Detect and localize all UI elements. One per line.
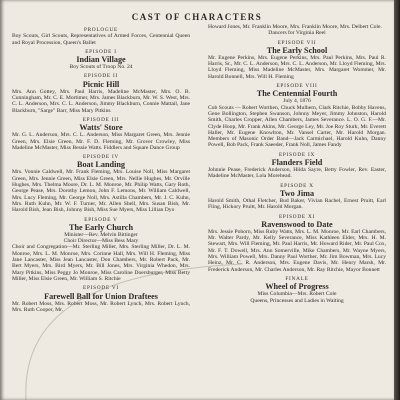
episode-title: Flanders Field bbox=[271, 158, 323, 168]
episode-title: Picnic Hill bbox=[82, 79, 120, 89]
cast-list: Johnnie Pease, Frederick Anderson, Hilda Sayre, Betty Fowler, Rev. Easter, Madeline McMaster, Lola Morehead. bbox=[208, 167, 386, 180]
episode-title: Ravenswood to Date bbox=[261, 219, 333, 229]
episode-title: Farewell Ball for Union Draftees bbox=[44, 291, 158, 301]
episode-title: The Early School bbox=[266, 45, 328, 55]
episode-label: FINALE bbox=[285, 275, 309, 282]
cast-list: Choir and Congregation—Mr. Sterling Miller, Mrs. Sterling Miller, Dr. L. M. Monroe, Mrs. L. M. Monroe, Mrs. Corinne Hall, Mrs. Will H. Fleming, Miss Jane Lancaster, Miss Jean Lancaster, Don Chambers, Mr. Robert Pack, Mr. Bert Myers, Mrs. Bird Myers, Mr. Bill Jones, Mrs. Virginia Whedon, Mrs. Mary Pitkins, Miss Peggy Jo Monroe, Miss Caroline Doersburger, Miss Betty Miller, Miss Elsie Green, Mr. William S. Ritchie bbox=[12, 244, 190, 282]
cast-list: Mr. Robert Moss, Mrs. Robert Moss, Mr. Robert Lynch, Mrs. Robert Lynch, Mrs. Ruth Cooper, Mr. bbox=[12, 300, 190, 313]
episode-title: Indian Village bbox=[76, 55, 126, 65]
episode-subtitle: Choir Director—Miss Bess Mary bbox=[63, 238, 139, 245]
episode-title: Wheel of Progress bbox=[265, 282, 329, 292]
book-spine bbox=[394, 0, 400, 400]
episode-subtitle: Boy Scouts of Troop No. 24 bbox=[69, 64, 133, 71]
episode-title: The Centennial Fourth bbox=[256, 89, 338, 99]
episode-label: PROLOGUE bbox=[83, 27, 119, 33]
cast-list: Cub Scouts — Robert Worthen, Chuck Mulhern, Clark Ritchie, Bobby Havens, Gene Bollington, Stephen Swanson, Johnny Meyer, Jimmy Johnston, Harold Smith, Charles Cropper, Allen Chambers, James Severance. L. O. G. F.—Mr. Clyde Hoop, Mr. Frank Akins, Mr. George Ley, Mr. Joe Roy Sturk, Mr. Everett Haller, Mr. Eugene Knowlton, Mr. Vansel Carter, Mr. Harold Morgan. Members of Masonic Order Band—Jack Carmichael, Harold Kuhn, Danny Powell, Bob Pack, Frank Saeeder, Frank Noll, James Fandy bbox=[208, 104, 386, 149]
left-column bbox=[12, 24, 190, 313]
cast-list: Mr. Eugene Perkins, Mrs. Eugene Perkins, Mrs. Paul Perkins, Mrs. Paul R. Harris, Sr., Mr. C. L. Anderson, Mrs. C. L. Anderson, Mr. Lloyd Fleming, Mrs. Lloyd Fleming, Miss Madeline McMaster, Mrs. Margaret Wommer, Mr. Harold Bonnell, Mrs. Will H. Fleming bbox=[208, 54, 386, 80]
right-column bbox=[208, 24, 386, 304]
cast-list: Harold Smith, Othal Fletcher, Bud Baker, Vivian Rachel, Ernest Pruitt, Earl Fling, Hickory Pruitt, Mr. Harold Morgan. bbox=[208, 197, 386, 211]
episode-subtitle: Miss Columbia—Mrs. Robert Cole bbox=[257, 291, 337, 298]
episode-label: EPISODE VI bbox=[82, 285, 119, 292]
episode-label: EPISODE VII bbox=[277, 39, 317, 46]
episode-title: Boat Landing bbox=[76, 160, 125, 170]
episode-label: EPISODE III bbox=[82, 116, 120, 123]
cast-list: Dancers for Virginia Reel bbox=[268, 30, 326, 37]
episode-label: EPISODE XI bbox=[278, 213, 316, 220]
episode-label: EPISODE X bbox=[280, 182, 314, 189]
episode-subtitle: July 4, 1876 bbox=[283, 98, 311, 105]
episode-label: EPISODE IV bbox=[82, 154, 120, 161]
cast-list: Boy Scouts, Girl Scouts, Representatives of Armed Forces, Centennial Queen and Royal Procession, Queen's Ballet bbox=[12, 33, 190, 46]
episode-subtitle: Minister—Rev. Melvin Bittinger bbox=[64, 231, 138, 238]
episode-label: EPISODE V bbox=[84, 216, 118, 223]
cast-list: Howard Jones, Mr. Franklin Moore, Mrs. Franklin Moore, Mrs. Delbert Cole. bbox=[208, 24, 382, 30]
episode-title: The Early Church bbox=[69, 222, 133, 232]
cast-list: Mrs. Ann Gottey, Mrs. Paul Harris, Madeline McMaster, Mrs. O. B. Cunningham, Mr. C. E. Mortimer, Mrs. James Blackburn, Mr. W. S. West, Mrs. C. L. Anderson, Mrs. C. L. Anderson, Jimmy Blackburn, Connie Mattail, Jane Blackburn, "Sarge" Barr, Miss Mary Pitkins bbox=[12, 88, 190, 114]
episode-label: EPISODE II bbox=[83, 73, 119, 80]
cast-list: Mrs. Jessie Pohorn, Miss Ruby Watts, Mrs. L. M. Monroe, Mr. Earl Chambers, Mr. Walter Pardy, Mr. Kelly Severance, Miss Kathleen Elder, Mrs. H. M. Stewart, Mrs. Will Fleming, Mr. Paul Harris, Mr. Howard Rider, Mr. Paul Cox, Mr. F. T. Dowell, Mrs. Ann Somerville, Mike Chambers, Mr. Wayne Myers, Mrs. William Powell, Mrs. Danny Paul Worther, Mr. Jim Bowman, Mrs. Lucy Heinz, Mr. C. R. Anderson, Mrs. Eugene Davis, Mr. Henry Marsh, Mr. Frederick Anderson, Mr. Charles Anderson, Mr. Ray Ritchie, Mayor Bonnett bbox=[208, 228, 386, 273]
episode-subtitle: Queens, Princesses and Ladies in Waiting bbox=[250, 297, 344, 304]
page-title: CAST OF CHARACTERS bbox=[131, 12, 263, 22]
episode-label: EPISODE I bbox=[85, 48, 117, 55]
episode-title: Watts' Store bbox=[79, 123, 123, 133]
episode-label: EPISODE VIII bbox=[276, 83, 318, 90]
cast-list: Mrs. Vonnie Caldwell, Mr. Frank Fleming, Mrs. Louise Noll, Miss Margaret Green, Mrs. Jennie Green, Miss Elsie Green, Mrs. Nellie Hughes, Mr. Orville Hughes, Mrs. Thelma Moore, Dr. L. M. Monroe, Mr. Philip Watts, Gary Roth, George Pease, Mrs. Dorothy Lemon, John F. Lemons, Mr. William Caldwell, Mrs. Lucy Fleming, Mr. George Noll, Mrs. Astilla Chambers, Mr. J. C. Kuhn, Mrs. Ruth Kuhn, Mr. W. F. Turner, Mr. Allen Shell, Mrs. Susan Bish, Mr. Harold Bish, Jean Bish, Johnny Bish, Miss Sue Myers, Miss Lillian Dyo bbox=[12, 169, 190, 214]
episode-label: EPISODE IX bbox=[278, 151, 316, 158]
episode-title: Two Jima bbox=[279, 188, 315, 198]
cast-list: Mr. G. L. Anderson, Mrs. C. L. Anderson, Miss Margaret Green, Mrs. Jennie Green, Mrs. Elsie Green, Mr. F. D. Fleming, Mr. Grover Crowley, Miss Madeline McMaster, Miss Bessie Watts. Fiddlers and Square Dance Group bbox=[12, 132, 190, 151]
